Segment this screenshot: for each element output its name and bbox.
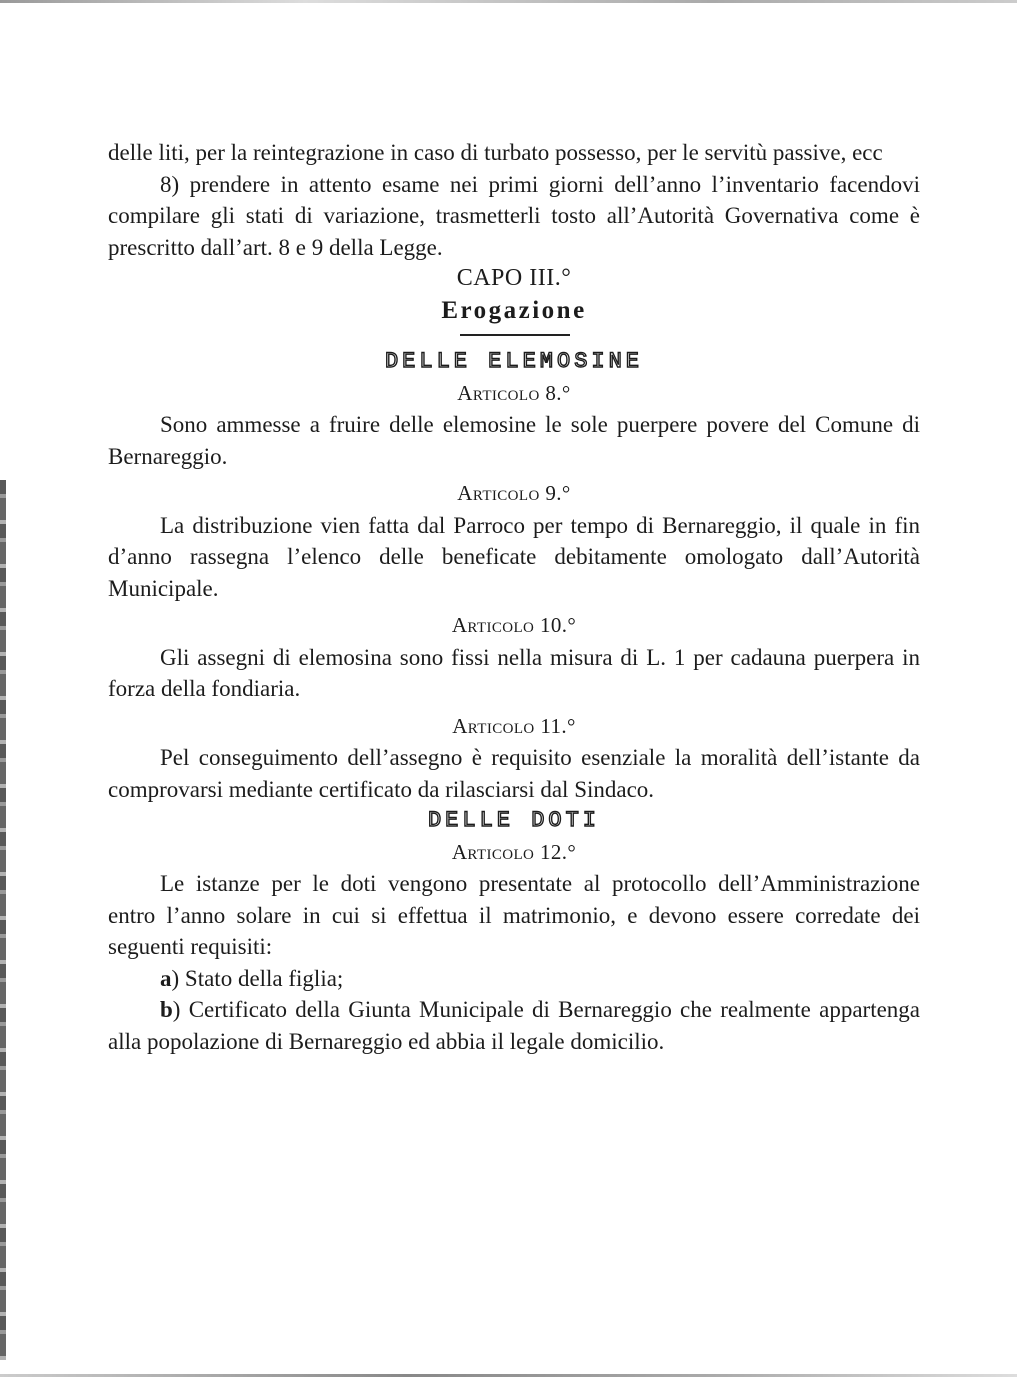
chapter-title: Erogazione	[441, 296, 587, 324]
text-body	[108, 137, 920, 1057]
list-letter: b	[160, 997, 173, 1022]
article-label: Articolo	[452, 713, 535, 738]
article-number: 8.°	[545, 380, 571, 405]
article-number: 11.°	[540, 713, 576, 738]
list-item-b	[108, 994, 920, 1057]
list-item-a	[108, 963, 920, 995]
section-heading-doti: DELLE DOTI	[427, 808, 601, 833]
article-heading-11	[108, 711, 920, 743]
scan-top-edge	[0, 0, 1017, 3]
article-number: 9.°	[545, 481, 571, 505]
title-divider	[108, 326, 920, 346]
article-number: 10.°	[539, 613, 577, 637]
article-label: Articolo	[451, 613, 535, 637]
article-text-9: La distribuzione vien fatta dal Parroco per tempo di Bernareggio, il quale in fin d’anno rassegna l’elenco delle beneficate debitamente omologato dall’Autorità Municipale.	[108, 512, 920, 601]
paragraph-item-8: 8) prendere in attento esame nei primi giorni dell’anno l’inventario facendovi compilare gli stati di variazione, trasmetterli tosto all’Autorità Governativa come è prescritto dall’art. 8 e 9 della Legge.	[108, 171, 920, 260]
article-number: 12.°	[539, 839, 577, 864]
list-letter: a	[160, 965, 172, 991]
paragraph-continuation: delle liti, per la reintegrazione in caso di turbato possesso, per le servitù passive, ecc	[108, 140, 883, 165]
article-label: Articolo	[451, 839, 535, 864]
article-heading-12	[108, 837, 920, 869]
article-text-8: Sono ammesse a fruire delle elemosine le sole puerpere povere del Comune di Bernareggio.	[108, 412, 920, 469]
article-heading-10	[108, 610, 920, 642]
list-text: ) Stato della figlia;	[171, 965, 344, 991]
article-text-12: Le istanze per le doti vengono presentate al protocollo dell’Amministrazione entro l’anno solare in cui si effettua il matrimonio, e devono essere corredate dei seguenti requisiti:	[108, 871, 920, 959]
article-heading-8	[108, 378, 920, 410]
article-label: Articolo	[457, 380, 540, 405]
article-label: Articolo	[457, 481, 540, 505]
article-heading-9	[108, 478, 920, 510]
article-text-11: Pel conseguimento dell’assegno è requisito esenziale la moralità dell’istante da comprovarsi mediante certificato da rilasciarsi dal Sindaco.	[108, 745, 920, 802]
scan-left-edge	[0, 480, 6, 1360]
article-text-10: Gli assegni di elemosina sono fissi nella misura di L. 1 per cadauna puerpera in forza della fondiaria.	[108, 644, 920, 701]
section-heading-elemosine: DELLE ELEMOSINE	[384, 349, 644, 374]
chapter-heading: CAPO III.°	[456, 265, 572, 291]
list-text: ) Certificato della Giunta Municipale di Bernareggio che realmente appartenga alla popolazione di Bernareggio ed abbia il legale domicilio.	[108, 997, 920, 1054]
